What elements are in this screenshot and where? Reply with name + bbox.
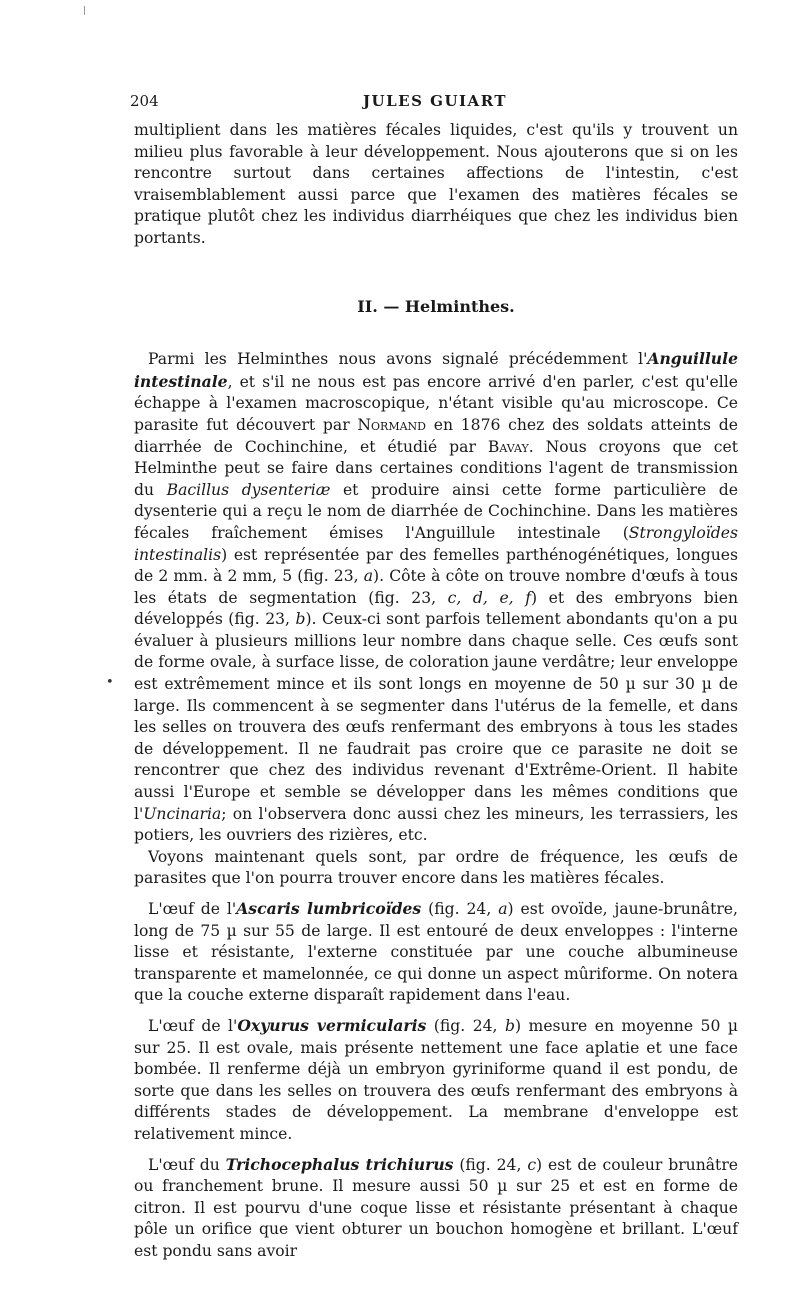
page-number: 204 [130, 92, 159, 110]
margin-mark: • [106, 675, 114, 690]
paragraph-trichocephalus [134, 1154, 738, 1263]
text-span: L'œuf de l' [148, 900, 237, 918]
text-span: ) est de couleur brunâtre ou franchement brune. Il mesure aussi 50 µ sur 25 et est en forme de citron. Il est pourvu d'une coque lisse et résistante présentant à chaque pôle un orifice que vient obturer un bouchon homogène et brillant. L'œuf est pondu sans avoir [134, 1155, 739, 1260]
figure-letter: b [504, 1016, 515, 1035]
page-header [130, 92, 740, 116]
text-span: . Nous croyons que cet Helminthe peut se faire dans certaines conditions l'agent de transmission du [134, 437, 738, 499]
paragraph-helminthes [134, 348, 738, 847]
text-span: ; on l'observera donc aussi chez les mineurs, les terrassiers, les potiers, les ouvriers des rizières, etc. [134, 804, 738, 845]
paragraph-intro-eggs: Voyons maintenant quels sont, par ordre de fréquence, les œufs de parasites que l'on pourra trouver encore dans les matières fécales. [134, 847, 738, 888]
text-span: (fig. 24, [453, 1155, 528, 1174]
text-span: ). Ceux-ci sont parfois tellement abondants qu'on a pu évaluer à plusieurs millions leur nombre dans chaque selle. Ces œufs sont de forme ovale, à surface lisse, de coloration jaune verdâtre; leur enveloppe est extrêmement mince et ils sont longs en moyenne de 50 µ sur 30 µ de large. Ils commencent à se segmenter dans l'utérus de la femelle, et dans les selles on trouvera des œufs renfermant des embryons à tous les stades de développement. Il ne faudrait pas croire que ce parasite ne doit se rencontrer que chez des individus revenant d'Extrême-Orient. Il habite aussi l'Europe et semble se développer dans les mêmes conditions que l' [134, 610, 738, 823]
body-text [134, 120, 738, 1263]
text-span: et produire ainsi cette forme particulière de dysenterie qui a reçu le nom de diarrhée de Cochinchine. Dans les matières fécales fraîchement émises l'Anguillule intestinale ( [134, 480, 738, 542]
species-name: Ascaris lumbricoïdes [236, 899, 422, 918]
text-span: ) et des embryons bien développés (fig. 23, [134, 588, 738, 629]
text-span: L'œuf du [148, 1155, 226, 1174]
figure-letter: a [363, 567, 374, 586]
species-name: Uncinaria [143, 804, 222, 823]
figure-letter: a [498, 900, 508, 918]
figure-letter: b [295, 610, 306, 629]
text-span: ) est ovoïde, jaune-brunâtre, long de 75 µ sur 55 de large. Il est entouré de deux enveloppes : l'interne lisse et résistante, l'externe constituée par une couche albumineuse transparente et mamelonnée, ce qui donne un aspect mûriforme. On notera que la couche externe disparaît rapidement dans l'eau. [134, 900, 738, 1005]
running-head: JULES GUIART [362, 92, 508, 110]
author-name: Bavay [487, 437, 529, 456]
figure-letter: c, d, e, f [447, 588, 531, 607]
text-span: , et s'il ne nous est pas encore arrivé d'en parler, c'est qu'elle échappe à l'examen macroscopique, n'étant visible qu'au microscope. Ce parasite fut découvert par [134, 372, 738, 434]
species-name: Strongyloïdes intestinalis [134, 523, 738, 564]
text-span: en 1876 chez des soldats atteints de diarrhée de Cochinchine, et étudié par [134, 415, 738, 456]
text-span: Parmi les Helminthes nous avons signalé précédemment l' [148, 350, 648, 369]
paragraph-ascaris [134, 898, 738, 1007]
species-name: Oxyurus vermicularis [237, 1015, 427, 1035]
paragraph-continuation: multiplient dans les matières fécales liquides, c'est qu'ils y trouvent un milieu plus favorable à leur développement. Nous ajouterons que si on les rencontre surtout dans certaines affections de l'intestin, c'est vraisemblablement aussi parce que l'examen des matières fécales se pratique plutôt chez les individus diarrhéiques que chez les individus bien portants. [134, 121, 738, 247]
species-name: Anguillule intestinale [134, 349, 738, 391]
paragraph-oxyurus [134, 1015, 738, 1146]
figure-letter: c [527, 1155, 537, 1174]
species-name: Trichocephalus trichiurus [225, 1154, 454, 1174]
scan-edge-mark [84, 6, 85, 15]
text-span: ) mesure en moyenne 50 µ sur 25. Il est ovale, mais présente nettement une face aplatie et une face bombée. Il renferme déjà un embryon gyriniforme quand il est pondu, de sorte que dans les selles on trouvera des œufs renfermant des embryons à différents stades de développement. La membrane d'enveloppe est relativement mince. [134, 1016, 738, 1143]
text-span: ) est représentée par des femelles parthénogénétiques, longues de 2 mm. à 2 mm, 5 (fig. 23, [134, 545, 738, 586]
author-name: Normand [357, 415, 426, 434]
text-span: L'œuf de l' [148, 1016, 238, 1035]
text-span: (fig. 24, [421, 900, 499, 918]
text-span: ). Côte à côte on trouve nombre d'œufs à tous les états de segmentation (fig. 23, [134, 567, 739, 607]
text-span: (fig. 24, [426, 1016, 505, 1035]
species-name: Bacillus dysenteriæ [166, 480, 331, 499]
section-heading: II. — Helminthes. [357, 296, 515, 316]
